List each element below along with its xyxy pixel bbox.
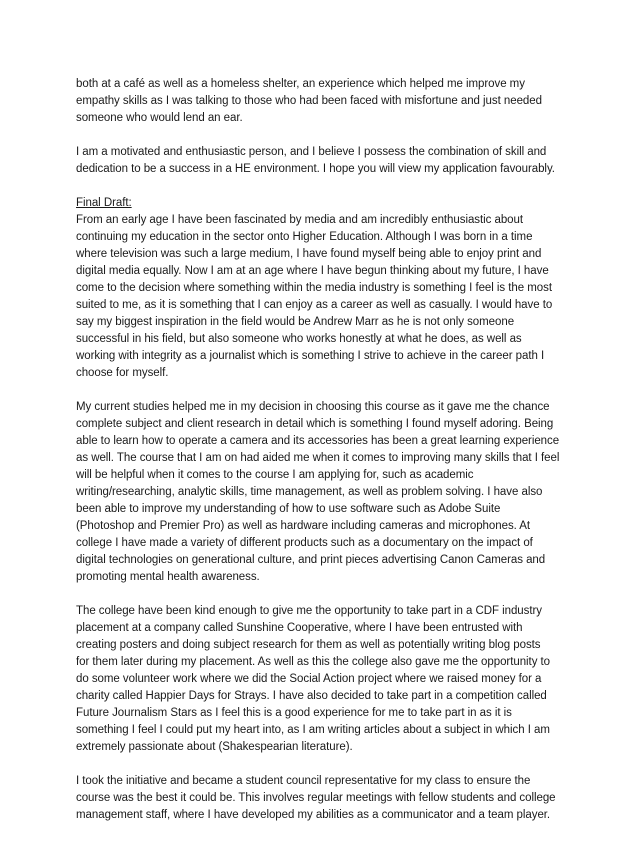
text-line: as well. The course that I am on had aided me when it comes to improving many skills that I feel (76, 452, 560, 464)
text-line: do some volunteer work where we did the Social Action project where we raised money for a (76, 673, 542, 685)
text-line: My current studies helped me in my decision in choosing this course as it gave me the chance (76, 401, 550, 413)
text-line: The college have been kind enough to give me the opportunity to take part in a CDF industry (76, 605, 542, 617)
text-line: come to the decision where something within the media industry is something I feel is the most (76, 282, 552, 294)
text-line: been able to improve my understanding of how to use software such as Adobe Suite (76, 503, 501, 515)
text-line: promoting mental health awareness. (76, 571, 260, 583)
text-line: continuing my education in the sector onto Higher Education. Although I was born in a time (76, 231, 533, 243)
final-draft-heading: Final Draft: (76, 197, 132, 209)
text-line: complete subject and client research in detail which is something I found myself adoring. Being (76, 418, 554, 430)
text-line: creating posters and doing subject research for them as well as potentially writing blog posts (76, 639, 541, 651)
text-line: digital media equally. Now I am at an age where I have begun thinking about my future, I have (76, 265, 549, 277)
text-line: management staff, where I have developed my abilities as a communicator and a team player. (76, 809, 551, 821)
text-line: dedication to be a success in a HE environment. I hope you will view my application favourably. (76, 163, 555, 175)
text-line: for them later during my placement. As well as this the college also gave me the opportunity to (76, 656, 551, 668)
text-line: successful in his field, but also someone who works honestly at what he does, as well as (76, 333, 522, 345)
text-line: able to learn how to operate a camera and its accessories has been a great learning experience (76, 435, 560, 447)
text-line: I am a motivated and enthusiastic person, and I believe I possess the combination of skill and (76, 146, 547, 158)
paragraph-current-studies (76, 399, 568, 586)
text-line: charity called Happier Days for Strays. I have also decided to take part in a competition called (76, 690, 547, 702)
text-line: choose for myself. (76, 367, 169, 379)
text-line: college I have made a variety of different products such as a documentary on the impact of (76, 537, 533, 549)
text-line: both at a café as well as a homeless shelter, an experience which helped me improve my (76, 78, 525, 90)
text-line: (Photoshop and Premier Pro) as well as hardware including cameras and microphones. At (76, 520, 531, 532)
paragraph-volunteering-continued (76, 76, 568, 127)
paragraph-student-council (76, 773, 568, 824)
text-line: writing/researching, analytic skills, time management, as well as problem solving. I have also (76, 486, 543, 498)
text-line: I took the initiative and became a student council representative for my class to ensure the (76, 775, 531, 787)
text-line: course was the best it could be. This involves regular meetings with fellow students and college (76, 792, 556, 804)
paragraph-introduction (76, 212, 568, 382)
paragraph-closing (76, 144, 568, 178)
text-line: extremely passionate about (Shakespearian literature). (76, 741, 353, 753)
paragraph-placement (76, 603, 568, 756)
text-line: placement at a company called Sunshine Cooperative, where I have been entrusted with (76, 622, 523, 634)
text-line: Future Journalism Stars as I feel this is a good experience for me to take part in as it is (76, 707, 512, 719)
document-page (76, 76, 568, 841)
text-line: someone who would lend an ear. (76, 112, 243, 124)
text-line: will be helpful when it comes to the course I am applying for, such as academic (76, 469, 474, 481)
text-line: empathy skills as I was talking to those who had been faced with misfortune and just needed (76, 95, 542, 107)
text-line: From an early age I have been fascinated by media and am incredibly enthusiastic about (76, 214, 524, 226)
text-line: say my biggest inspiration in the field would be Andrew Marr as he is not only someone (76, 316, 515, 328)
text-line: working with integrity as a journalist which is something I strive to achieve in the career path I (76, 350, 545, 362)
text-line: suited to me, as it is something that I can enjoy as a career as well as casually. I would have to (76, 299, 553, 311)
text-line: where television was such a large medium, I have found myself being able to enjoy print and (76, 248, 542, 260)
text-line: something I feel I could put my heart into, as I am writing articles about a subject in which I am (76, 724, 550, 736)
text-line: digital technologies on generational culture, and print pieces advertising Canon Cameras and (76, 554, 546, 566)
